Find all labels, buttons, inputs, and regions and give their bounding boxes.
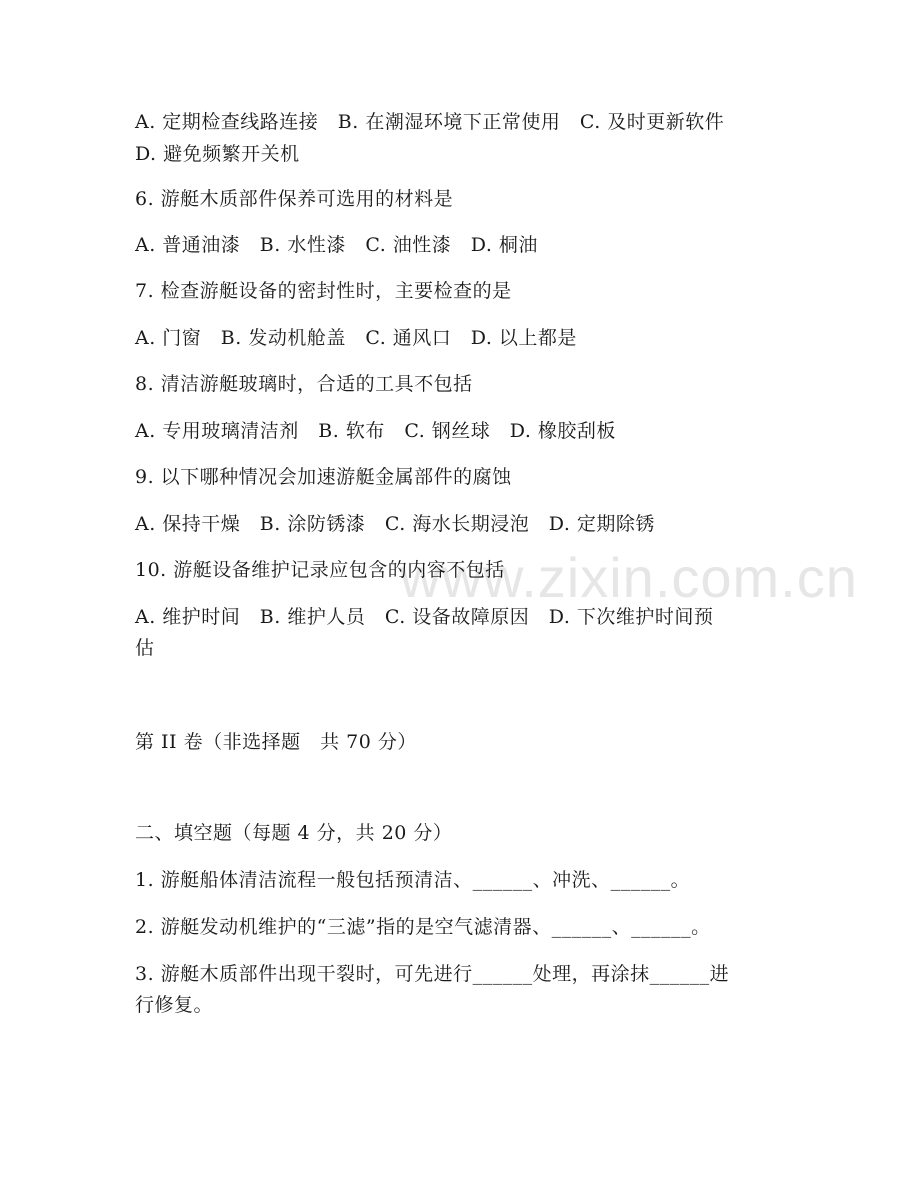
q8-options: A. 专用玻璃清洁剂 B. 软布 C. 钢丝球 D. 橡胶刮板 [135,420,616,442]
q6-options: A. 普通油漆 B. 水性漆 C. 油性漆 D. 桐油 [135,234,538,256]
q5-options-line-2: D. 避免频繁开关机 [135,143,300,165]
fill-q3-line-1: 3. 游艇木质部件出现干裂时，可先进行______处理，再涂抹______进 [135,963,730,985]
q10-options-line-1: A. 维护时间 B. 维护人员 C. 设备故障原因 D. 下次维护时间预 [135,606,714,628]
fill-q1: 1. 游艇船体清洁流程一般包括预清洁、______、冲洗、______。 [135,869,691,891]
q5-options-line-1: A. 定期检查线路连接 B. 在潮湿环境下正常使用 C. 及时更新软件 [135,111,725,133]
q9-options: A. 保持干燥 B. 涂防锈漆 C. 海水长期浸泡 D. 定期除锈 [135,513,655,535]
watermark: www.zixin.com.cn [400,546,858,609]
q10-stem: 10. 游艇设备维护记录应包含的内容不包括 [135,559,505,581]
fill-q2: 2. 游艇发动机维护的“三滤”指的是空气滤清器、______、______。 [135,916,711,938]
fill-blank-heading: 二、填空题（每题 4 分，共 20 分） [135,822,453,844]
q8-stem: 8. 清洁游艇玻璃时，合适的工具不包括 [135,373,473,395]
fill-q3-line-2: 行修复。 [135,994,214,1016]
q10-options-line-2: 估 [135,637,155,659]
q9-stem: 9. 以下哪种情况会加速游艇金属部件的腐蚀 [135,466,512,488]
q7-stem: 7. 检查游艇设备的密封性时，主要检查的是 [135,280,512,302]
section-ii-heading: 第 II 卷（非选择题 共 70 分） [135,731,417,753]
q7-options: A. 门窗 B. 发动机舱盖 C. 通风口 D. 以上都是 [135,327,577,349]
q6-stem: 6. 游艇木质部件保养可选用的材料是 [135,188,454,210]
